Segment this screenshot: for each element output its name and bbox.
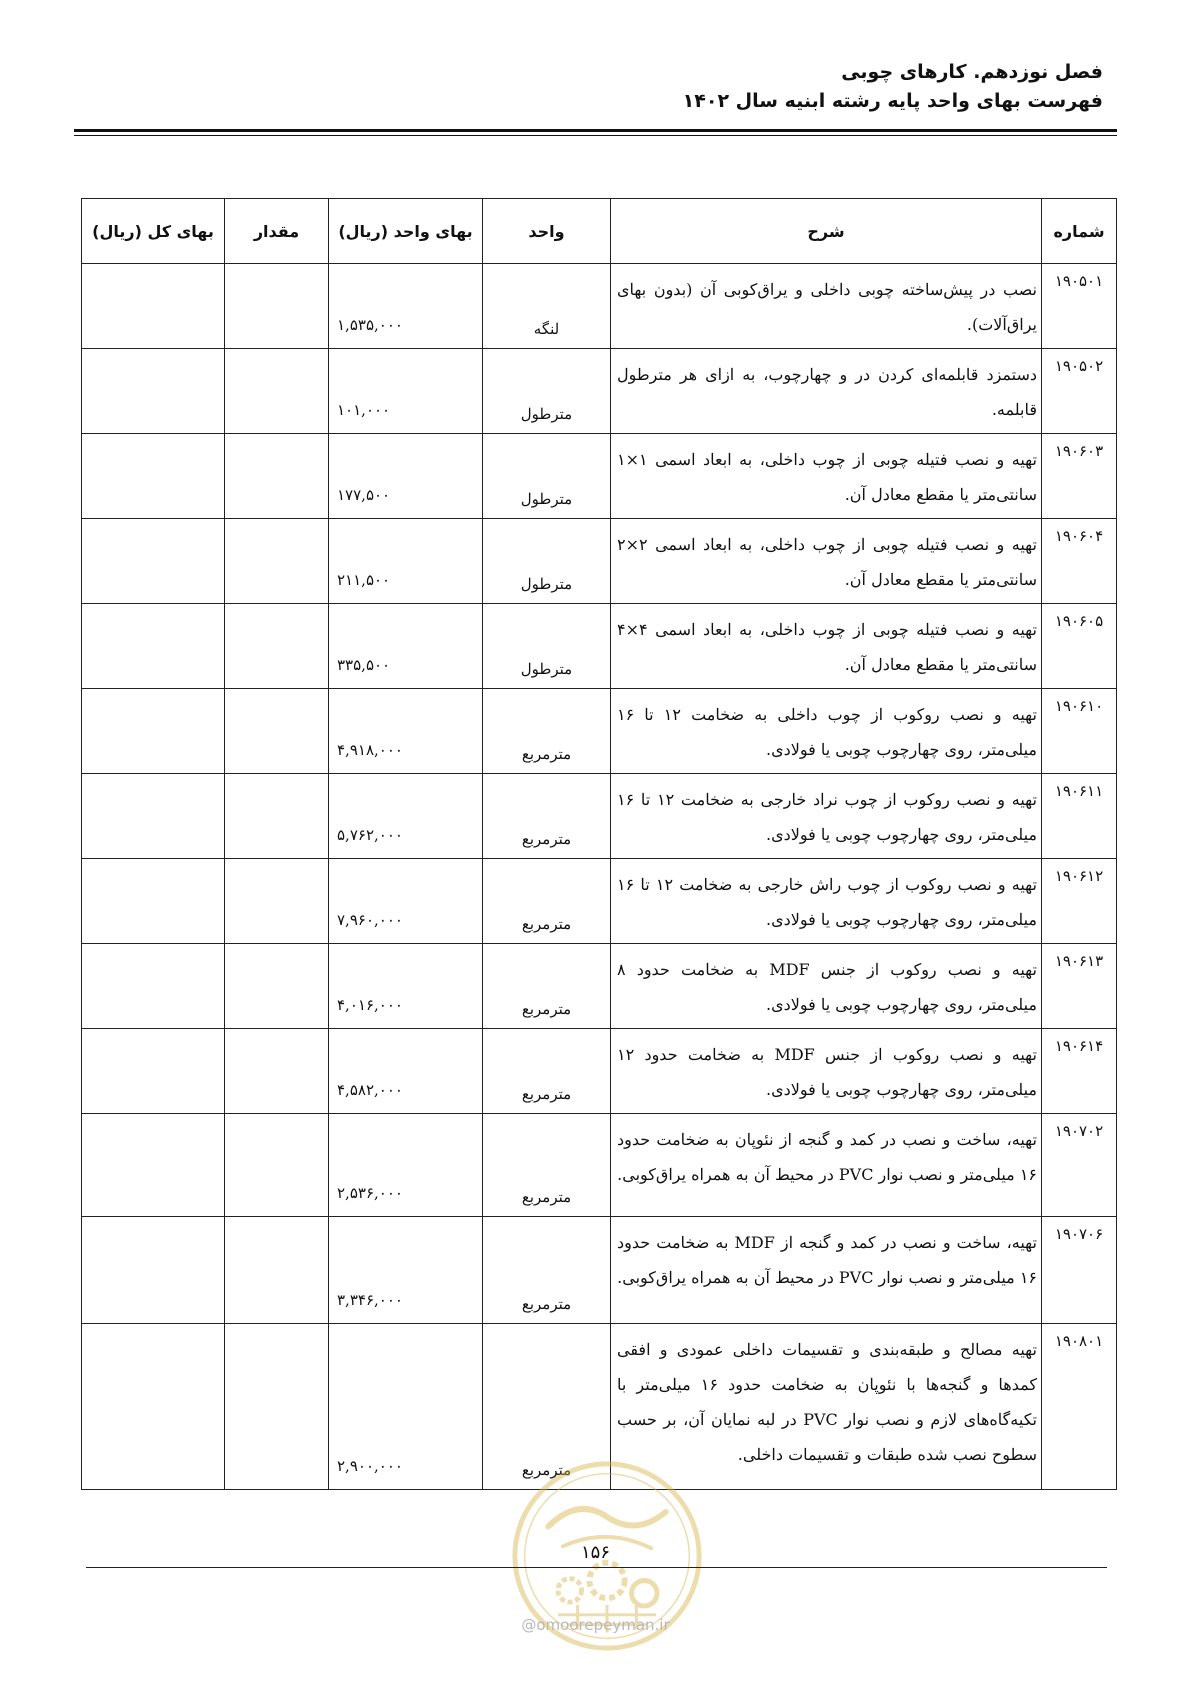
row-unit-price: ۳۳۵,۵۰۰ [329, 604, 483, 689]
row-total [82, 349, 225, 434]
row-total [82, 1217, 225, 1324]
row-total [82, 774, 225, 859]
row-total [82, 1324, 225, 1490]
table-row [82, 689, 1117, 774]
table-row [82, 1029, 1117, 1114]
row-total [82, 1114, 225, 1217]
row-total [82, 434, 225, 519]
row-description: تهیه و نصب روکوب از جنس MDF به ضخامت حدود ۱۲ میلی‌متر، روی چهارچوب چوبی یا فولادی. [611, 1029, 1042, 1114]
row-unit-price: ۱۰۱,۰۰۰ [329, 349, 483, 434]
row-total [82, 519, 225, 604]
row-quantity [225, 944, 329, 1029]
row-unit: لنگه [483, 264, 611, 349]
price-list-table [81, 198, 1117, 1490]
table-row [82, 774, 1117, 859]
row-quantity [225, 519, 329, 604]
row-unit-price: ۴,۹۱۸,۰۰۰ [329, 689, 483, 774]
row-unit-price: ۲۱۱,۵۰۰ [329, 519, 483, 604]
row-unit-price: ۲,۹۰۰,۰۰۰ [329, 1324, 483, 1490]
row-code: ۱۹۰۶۰۳ [1042, 434, 1117, 519]
chapter-title: فصل نوزدهم. کارهای چوبی [841, 61, 1103, 83]
row-code: ۱۹۰۵۰۲ [1042, 349, 1117, 434]
table-row [82, 264, 1117, 349]
row-quantity [225, 1029, 329, 1114]
table-row [82, 1114, 1117, 1217]
row-unit-price: ۴,۰۱۶,۰۰۰ [329, 944, 483, 1029]
row-unit-price: ۷,۹۶۰,۰۰۰ [329, 859, 483, 944]
row-total [82, 604, 225, 689]
row-description: نصب در پیش‌ساخته چوبی داخلی و یراق‌کوبی آن (بدون بهای یراق‌آلات). [611, 264, 1042, 349]
row-unit: مترمربع [483, 944, 611, 1029]
header-rule-thick [74, 129, 1117, 132]
header-unit-price: بهای واحد (ریال) [329, 199, 483, 264]
table-row [82, 349, 1117, 434]
row-quantity [225, 774, 329, 859]
row-unit: مترمربع [483, 1114, 611, 1217]
row-description: تهیه مصالح و طبقه‌بندی و تقسیمات داخلی عمودی و افقی کمدها و گنجه‌ها با نئوپان به ضخامت حدود ۱۶ میلی‌متر با تکیه‌گاه‌های لازم و نصب نوار PVC در لبه نمایان آن، بر حسب سطوح نصب شده طبقات و تقسیمات داخلی. [611, 1324, 1042, 1490]
table-body [82, 264, 1117, 1490]
row-code: ۱۹۰۵۰۱ [1042, 264, 1117, 349]
row-total [82, 1029, 225, 1114]
row-unit-price: ۵,۷۶۲,۰۰۰ [329, 774, 483, 859]
row-description: تهیه و نصب روکوب از چوب راش خارجی به ضخامت ۱۲ تا ۱۶ میلی‌متر، روی چهارچوب چوبی یا فولادی. [611, 859, 1042, 944]
row-unit: مترطول [483, 604, 611, 689]
row-code: ۱۹۰۶۰۴ [1042, 519, 1117, 604]
row-total [82, 859, 225, 944]
row-quantity [225, 1217, 329, 1324]
row-description: تهیه، ساخت و نصب در کمد و گنجه از MDF به ضخامت حدود ۱۶ میلی‌متر و نصب نوار PVC در محیط آن به همراه یراق‌کوبی. [611, 1217, 1042, 1324]
row-unit-price: ۳,۳۴۶,۰۰۰ [329, 1217, 483, 1324]
table-row [82, 519, 1117, 604]
row-code: ۱۹۰۷۰۶ [1042, 1217, 1117, 1324]
table-row [82, 434, 1117, 519]
row-description: تهیه و نصب فتیله چوبی از چوب داخلی، به ابعاد اسمی ۴×۴ سانتی‌متر یا مقطع معادل آن. [611, 604, 1042, 689]
row-quantity [225, 689, 329, 774]
footer-rule [86, 1567, 1107, 1568]
page-number: ۱۵۶ [580, 1542, 610, 1563]
row-quantity [225, 264, 329, 349]
row-code: ۱۹۰۸۰۱ [1042, 1324, 1117, 1490]
header-total: بهای کل (ریال) [82, 199, 225, 264]
row-code: ۱۹۰۶۱۴ [1042, 1029, 1117, 1114]
row-unit: مترطول [483, 349, 611, 434]
row-code: ۱۹۰۶۱۰ [1042, 689, 1117, 774]
header-description: شرح [611, 199, 1042, 264]
row-quantity [225, 1324, 329, 1490]
table-row [82, 1217, 1117, 1324]
row-unit-price: ۱,۵۳۵,۰۰۰ [329, 264, 483, 349]
header-quantity: مقدار [225, 199, 329, 264]
header-code: شماره [1042, 199, 1117, 264]
row-code: ۱۹۰۶۱۳ [1042, 944, 1117, 1029]
row-code: ۱۹۰۷۰۲ [1042, 1114, 1117, 1217]
row-unit: مترمربع [483, 1324, 611, 1490]
document-subtitle: فهرست بهای واحد پایه رشته ابنیه سال ۱۴۰۲ [682, 90, 1103, 112]
row-description: تهیه و نصب روکوب از جنس MDF به ضخامت حدود ۸ میلی‌متر، روی چهارچوب چوبی یا فولادی. [611, 944, 1042, 1029]
row-unit: مترطول [483, 434, 611, 519]
page-header [683, 58, 1103, 116]
row-description: تهیه و نصب فتیله چوبی از چوب داخلی، به ابعاد اسمی ۲×۲ سانتی‌متر یا مقطع معادل آن. [611, 519, 1042, 604]
row-unit-price: ۲,۵۳۶,۰۰۰ [329, 1114, 483, 1217]
row-unit: مترمربع [483, 859, 611, 944]
row-description: دستمزد قابلمه‌ای کردن در و چهارچوب، به ازای هر مترطول قابلمه. [611, 349, 1042, 434]
row-unit: مترمربع [483, 1029, 611, 1114]
row-total [82, 689, 225, 774]
row-code: ۱۹۰۶۰۵ [1042, 604, 1117, 689]
row-description: تهیه، ساخت و نصب در کمد و گنجه از نئوپان به ضخامت حدود ۱۶ میلی‌متر و نصب نوار PVC در محیط آن به همراه یراق‌کوبی. [611, 1114, 1042, 1217]
row-unit-price: ۴,۵۸۲,۰۰۰ [329, 1029, 483, 1114]
row-description: تهیه و نصب فتیله چوبی از چوب داخلی، به ابعاد اسمی ۱×۱ سانتی‌متر یا مقطع معادل آن. [611, 434, 1042, 519]
row-unit: مترطول [483, 519, 611, 604]
row-quantity [225, 1114, 329, 1217]
table-header-row [82, 199, 1117, 264]
table-header [82, 199, 1117, 264]
row-description: تهیه و نصب روکوب از چوب نراد خارجی به ضخامت ۱۲ تا ۱۶ میلی‌متر، روی چهارچوب چوبی یا فولادی. [611, 774, 1042, 859]
website-watermark: @omoorepeyman.ir [521, 1616, 670, 1634]
row-code: ۱۹۰۶۱۲ [1042, 859, 1117, 944]
table-row [82, 604, 1117, 689]
row-total [82, 944, 225, 1029]
row-unit-price: ۱۷۷,۵۰۰ [329, 434, 483, 519]
table-row [82, 859, 1117, 944]
row-quantity [225, 349, 329, 434]
header-rule-thin [74, 135, 1117, 136]
row-total [82, 264, 225, 349]
row-quantity [225, 434, 329, 519]
table-row [82, 944, 1117, 1029]
row-code: ۱۹۰۶۱۱ [1042, 774, 1117, 859]
row-unit: مترمربع [483, 774, 611, 859]
row-description: تهیه و نصب روکوب از چوب داخلی به ضخامت ۱۲ تا ۱۶ میلی‌متر، روی چهارچوب چوبی یا فولادی. [611, 689, 1042, 774]
row-unit: مترمربع [483, 689, 611, 774]
row-quantity [225, 604, 329, 689]
row-quantity [225, 859, 329, 944]
header-unit: واحد [483, 199, 611, 264]
row-unit: مترمربع [483, 1217, 611, 1324]
